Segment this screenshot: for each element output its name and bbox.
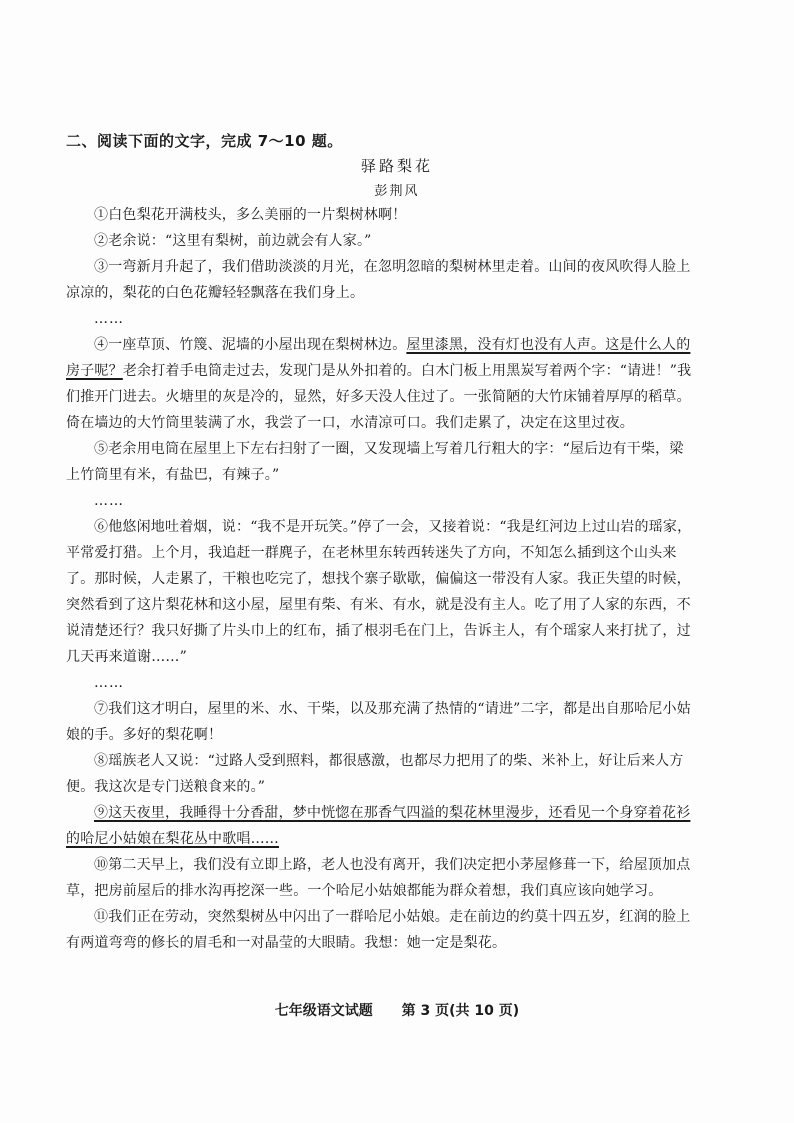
paragraph-10: ⑩第二天早上，我们没有立即上路，老人也没有离开，我们决定把小茅屋修葺一下，给屋顶加点草，把房前屋后的排水沟再挖深一些。一个哈尼小姑娘都能为群众着想，我们真应该向她学习。 <box>66 857 691 899</box>
paragraph-11: ⑪我们正在劳动，突然梨树丛中闪出了一群哈尼小姑娘。走在前边的约莫十四五岁，红润的脸上有两道弯弯的修长的眉毛和一对晶莹的大眼睛。我想：她一定是梨花。 <box>66 909 691 951</box>
underlined-sentence: ⑨这天夜里，我睡得十分香甜，梦中恍惚在那香气四溢的梨花林里漫步，还看见一个身穿着花衫的哈尼小姑娘在梨花丛中歌唱…… <box>66 805 691 847</box>
page-number: 第 3 页(共 10 页) <box>401 1003 520 1019</box>
paragraph-7: ⑦我们这才明白，屋里的米、水、干柴，以及那充满了热情的“请进”二字，都是出自那哈尼小姑娘的手。多好的梨花啊！ <box>66 701 691 743</box>
underlined-sentence: 屋里漆黑，没有灯也没有人声。这是什么人的房子呢？ <box>66 337 691 379</box>
section-heading: 二、阅读下面的文字，完成 7～10 题。 <box>66 132 343 150</box>
paragraph-4-rest: 老余打着手电筒走过去，发现门是从外扣着的。白木门板上用黑炭写着两个字：“请进！”我们推开门进去。火塘里的灰是冷的，显然，好多天没人住过了。一张简陋的大竹床铺着厚厚的稻草。倚在墙边的大竹筒里装满了水，我尝了一口，水清凉可口。我们走累了，决定在这里过夜。 <box>66 363 692 431</box>
omission-mark: …… <box>94 675 124 691</box>
article-author: 彭荆风 <box>374 184 420 199</box>
paragraph-9 <box>66 800 694 852</box>
article-body <box>66 202 694 956</box>
paragraph-6: ⑥他悠闲地吐着烟，说：“我不是开玩笑。”停了一会，又接着说：“我是红河边上过山岩的瑶家，平常爱打猎。上个月，我追赶一群麂子，在老林里东转西转迷失了方向，不知怎么插到这个山头来了。那时候，人走累了，干粮也吃完了，想找个寨子歇歇，偏偏这一带没有人家。我正失望的时候，突然看到了这片梨花林和这小屋，屋里有柴、有米、有水，就是没有主人。吃了用了人家的东西，不说清楚还行？我只好撕了片头巾上的红布，插了根羽毛在门上，告诉主人，有个瑶家人来打扰了，过几天再来道谢……” <box>66 519 692 665</box>
paragraph-4-start: ④一座草顶、竹篾、泥墙的小屋出现在梨树林边。 <box>94 337 407 353</box>
omission-mark: …… <box>94 311 124 327</box>
paragraph-3: ③一弯新月升起了，我们借助淡淡的月光，在忽明忽暗的梨树林里走着。山间的夜风吹得人脸上凉凉的，梨花的白色花瓣轻轻飘落在我们身上。 <box>66 259 691 301</box>
paragraph-2: ②老余说：“这里有梨树，前边就会有人家。” <box>94 233 372 249</box>
article-title: 驿路梨花 <box>360 157 433 175</box>
paragraph-8: ⑧瑶族老人又说：“过路人受到照料，都很感激，也都尽力把用了的柴、米补上，好让后来人方便。我这次是专门送粮食来的。” <box>66 753 684 795</box>
paragraph-4 <box>66 332 694 436</box>
exam-name: 七年级语文试题 <box>274 1003 373 1019</box>
omission-mark: …… <box>94 493 124 509</box>
page-footer <box>0 1000 794 1020</box>
paragraph-1: ①白色梨花开满枝头，多么美丽的一片梨树林啊！ <box>94 207 407 223</box>
paragraph-5: ⑤老余用电筒在屋里上下左右扫射了一圈，又发现墙上写着几行粗大的字：“屋后边有干柴，梁上竹筒里有米，有盐巴，有辣子。” <box>66 441 684 483</box>
